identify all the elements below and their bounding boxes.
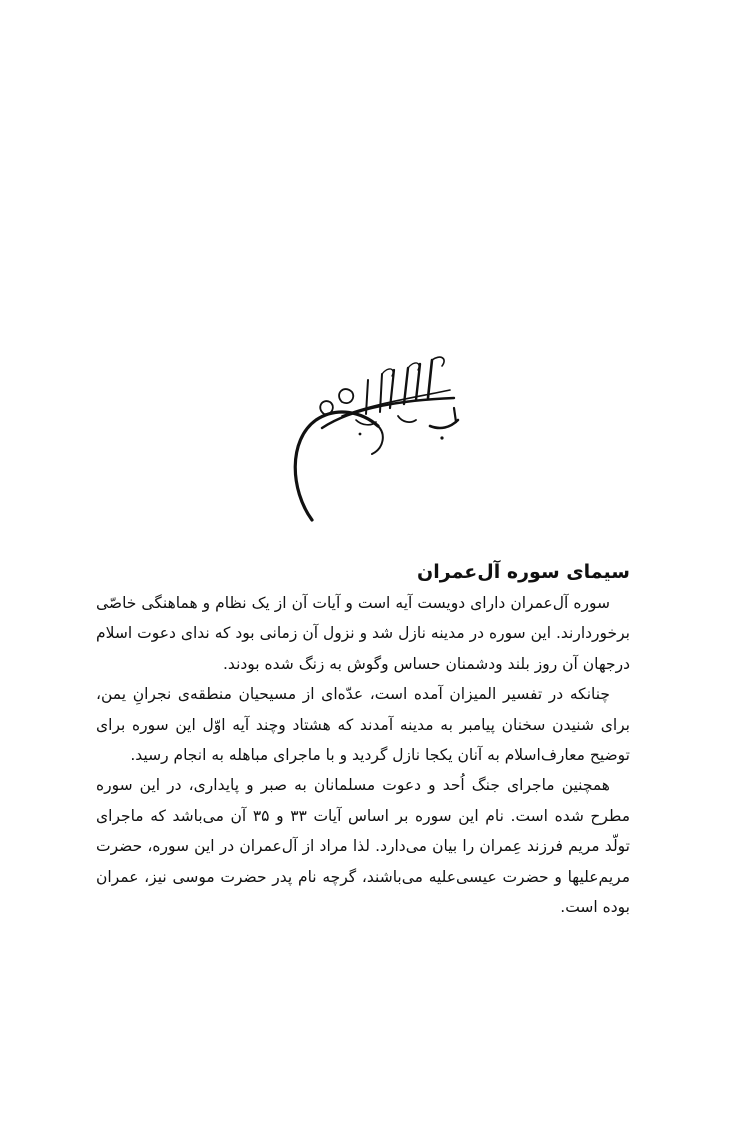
paragraph-1: سوره آل‌عمران دارای دویست آیه است و آیات آن از یک نظام و هماهنگی خاصّی برخوردارند. این سوره در مدینه نازل شد و نزول آن زمانی بود که ندای دعوت اسلام درجهان آن روز بلند ودشمنان حساس وگوش به زنگ شده بودند. bbox=[96, 594, 630, 673]
basmala-calligraphy-drawing bbox=[282, 350, 462, 530]
section-heading: سیمای سوره آل‌عمران bbox=[417, 561, 630, 583]
paragraph-3: همچنین ماجرای جنگ اُحد و دعوت مسلمانان به صبر و پایداری، در این سوره مطرح شده است. نام این سوره بر اساس آیات ۳۳ و ۳۵ آن می‌باشد که ماجرای تولّد مریم فرزند عِمران را بیان می‌دارد. لذا مراد از آل‌عمران در این سوره، حضرت مریم‌علیها و حضرت عیسی‌علیه می‌باشند، گرچه نام پدر حضرت موسی نیز، عمران بوده است. bbox=[96, 776, 630, 917]
basmala-calligraphy bbox=[282, 350, 462, 530]
paragraph-2: چنانکه در تفسیر المیزان آمده است، عدّه‌ای از مسیحیان منطقه‌ی نجرانِ یمن، برای شنیدن سخنان پیامبر به مدینه آمدند که هشتاد وچند آیه اوّل این سوره برای توضیح معارف‌اسلام به آنان یکجا نازل گردید و با ماجرای مباهله به انجام رسید. bbox=[96, 685, 630, 765]
chapter-content bbox=[96, 558, 630, 922]
